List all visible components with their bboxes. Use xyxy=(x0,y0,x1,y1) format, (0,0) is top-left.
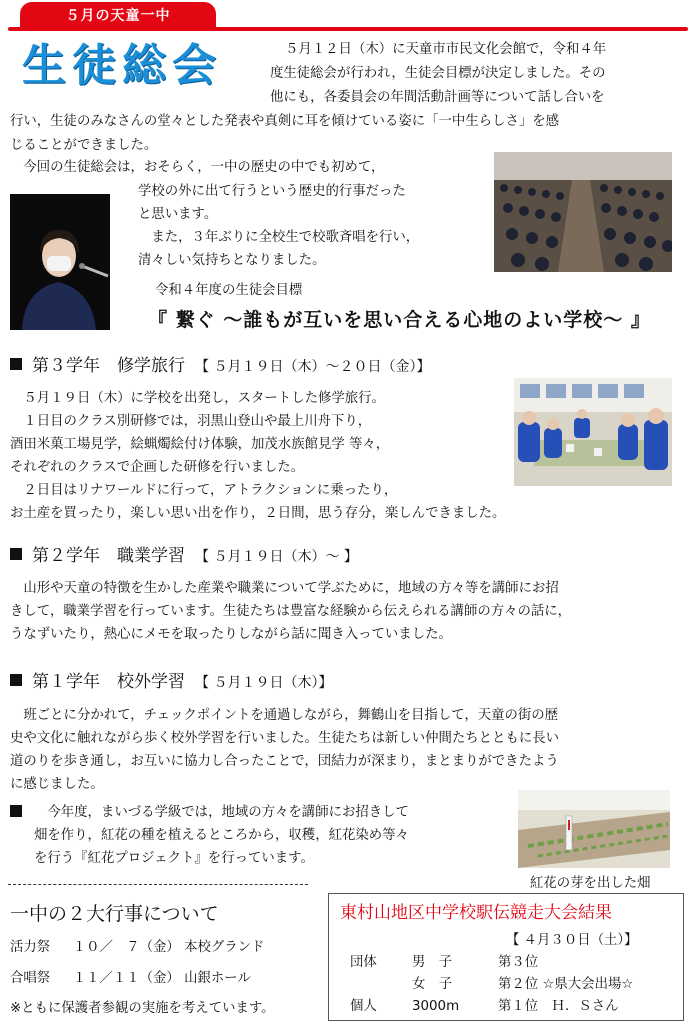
bullet-square-icon xyxy=(10,358,22,370)
grade3-line: ５月１９日（木）に学校を出発し，スタートした修学旅行。 xyxy=(10,391,385,406)
events-note: ※ともに保護者参観の実施を考えています。 xyxy=(10,1001,275,1016)
grade3-line: 酒田米菓工場見学，絵蝋燭絵付け体験，加茂水族館見学 等々， xyxy=(10,437,390,452)
event-row xyxy=(10,936,264,959)
article1-line: と思います。 xyxy=(138,207,218,222)
article1-line: 学校の外に出て行うという歴史的行事だった xyxy=(138,184,406,199)
article1-line: 今回の生徒総会は，おそらく，一中の歴史の中でも初めて， xyxy=(10,160,385,175)
grade2-heading-text: 第２学年 職業学習 xyxy=(32,546,185,566)
relay-boys-label: 男 子 xyxy=(412,955,453,970)
grade3-heading xyxy=(10,353,430,380)
relay-indiv-result: 第１位 Ｈ．Ｓさん xyxy=(498,999,619,1014)
article1-line: また，３年ぶりに全校生で校歌斉唱を行い， xyxy=(138,230,420,245)
grade2-line: うなずいたり，熱心にメモを取ったりしながら話に聞き入っていました。 xyxy=(10,627,452,642)
section-divider xyxy=(8,884,308,885)
school-trip-photo xyxy=(514,378,672,486)
article1-line: 度生徒総会が行われ，生徒会目標が決定しました。その xyxy=(270,66,606,81)
relay-indiv-event: 3000m xyxy=(412,999,460,1014)
relay-girls-result: 第２位 ☆県大会出場☆ xyxy=(498,977,634,992)
bullet-square-icon xyxy=(10,805,22,817)
grade3-line: お土産を買ったり，楽しい思い出を作り，２日間，思う存分，楽しんできました。 xyxy=(10,506,506,521)
article1-line: 清々しい気持ちとなりました。 xyxy=(138,253,326,268)
bullet-square-icon xyxy=(10,674,22,686)
assembly-hall-photo xyxy=(494,152,672,272)
event-row xyxy=(10,967,251,990)
photo-caption: 紅花の芽を出した畑 xyxy=(530,876,651,891)
grade3-heading-text: 第３学年 修学旅行 xyxy=(32,356,185,376)
bullet-square-icon xyxy=(10,548,22,560)
grade2-date: 【 ５月１９日（木）～ 】 xyxy=(195,549,358,565)
grade1-line: 史や文化に触れながら歩く校外学習を行いました。生徒たちは新しい仲間たちとともに長い xyxy=(10,731,560,746)
event-name: 活力祭 xyxy=(10,940,51,955)
relay-date: 【 ４月３０日（土）】 xyxy=(506,933,638,948)
header-tab: ５月の天童一中 xyxy=(20,2,216,31)
safflower-field-photo xyxy=(518,790,670,868)
maizuru-line: を行う『紅花プロジェクト』を行っています。 xyxy=(34,851,314,866)
relay-title: 東村山地区中学校駅伝競走大会結果 xyxy=(340,903,612,923)
event-name: 合唱祭 xyxy=(10,971,51,986)
goal-text: 『 繋ぐ ～誰もが互いを思い合える心地のよい学校～ 』 xyxy=(148,309,651,331)
speaker-photo xyxy=(10,194,110,330)
grade3-line: それぞれのクラスで企画した研修を行いました。 xyxy=(10,460,305,475)
event-date: １０／ ７（金） xyxy=(72,940,180,955)
events-title: 一中の２大行事について xyxy=(10,903,219,925)
event-place: 山銀ホール xyxy=(184,971,251,986)
grade1-line: 道のりを歩き通し，お互いに協力し合ったことで，団結力が深まり，まとまりができたよう xyxy=(10,754,559,769)
relay-boys-result: 第３位 xyxy=(498,955,539,970)
grade3-date: 【 ５月１９日（木）～２０日（金）】 xyxy=(195,359,431,375)
grade3-line: １日目のクラス別研修では，羽黒山登山や最上川舟下り， xyxy=(10,414,372,429)
grade2-heading xyxy=(10,543,358,570)
article1-line: じることができました。 xyxy=(10,138,158,153)
goal-label: 令和４年度の生徒会目標 xyxy=(155,283,303,298)
relay-girls-label: 女 子 xyxy=(412,977,453,992)
event-date: １１／１１（金） xyxy=(72,971,180,986)
grade1-heading-text: 第１学年 校外学習 xyxy=(32,672,185,692)
grade1-heading xyxy=(10,669,332,696)
article1-line: ５月１２日（木）に天童市市民文化会館で，令和４年 xyxy=(285,42,607,57)
article-title: 生徒総会 xyxy=(22,40,222,91)
grade1-line: 班ごとに分かれて，チェックポイントを通過しながら，舞鶴山を目指して，天童の街の歴 xyxy=(10,708,559,723)
event-place: 本校グランド xyxy=(184,940,265,955)
grade2-line: きして，職業学習を行っています。生徒たちは豊富な経験から伝えられる講師の方々の話に， xyxy=(10,604,572,619)
article1-line: 行い，生徒のみなさんの堂々とした発表や真剣に耳を傾けている姿に「一中生らしさ」を感 xyxy=(10,114,560,129)
article1-line: 他にも，各委員会の年間活動計画等について話し合いを xyxy=(270,90,605,105)
relay-indiv-label: 個人 xyxy=(350,999,377,1014)
grade3-line: ２日目はリナワールドに行って，アトラクションに乗ったり， xyxy=(10,483,398,498)
maizuru-line: 今年度，まいづる学級では，地域の方々を講師にお招きして xyxy=(34,805,409,820)
relay-team-label: 団体 xyxy=(350,955,377,970)
grade2-line: 山形や天童の特徴を生かした産業や職業について学ぶために，地域の方々等を講師にお招 xyxy=(10,581,559,596)
maizuru-line: 畑を作り，紅花の種を植えるところから，収穫，紅花染め等々 xyxy=(34,828,409,843)
grade1-line: に感じました。 xyxy=(10,777,104,792)
grade1-date: 【 ５月１９日（木）】 xyxy=(195,675,333,691)
